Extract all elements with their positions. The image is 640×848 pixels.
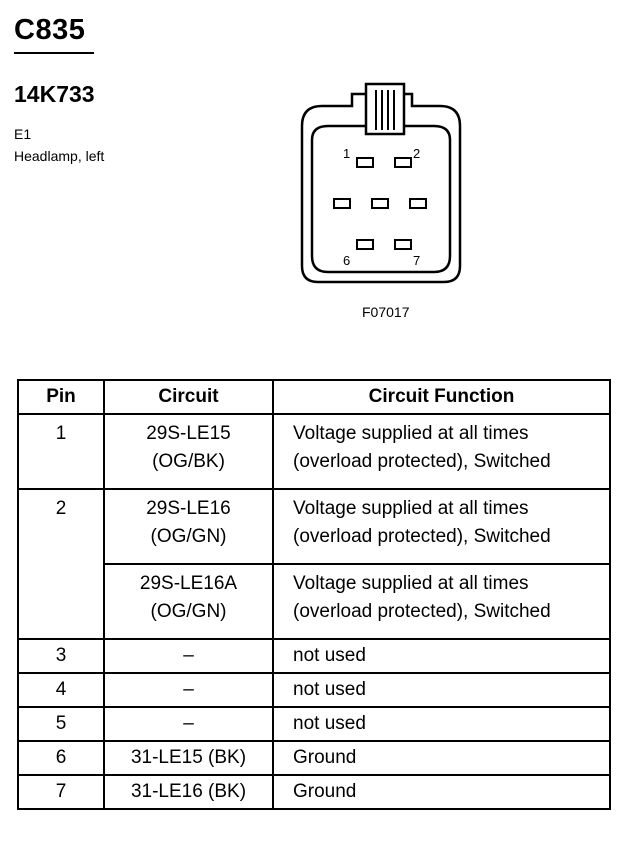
table-row bbox=[18, 775, 610, 809]
pin-cavity-2 bbox=[395, 158, 411, 167]
pinout-table bbox=[17, 379, 611, 810]
connector-title: C835 bbox=[14, 14, 86, 46]
function-cell: not used bbox=[273, 707, 610, 741]
pin-label-1: 1 bbox=[343, 146, 351, 161]
function-line: Voltage supplied at all times bbox=[293, 498, 529, 519]
connector-diagram bbox=[296, 78, 466, 290]
circuit-cell: – bbox=[104, 707, 273, 741]
pin-label-7: 7 bbox=[413, 253, 421, 268]
pin-cell: 3 bbox=[18, 639, 104, 673]
function-cell bbox=[273, 414, 610, 489]
function-line: (overload protected), Switched bbox=[293, 526, 551, 547]
pin-cell: 2 bbox=[18, 489, 104, 639]
wire-color: (OG/GN) bbox=[150, 526, 227, 547]
title-underline bbox=[14, 52, 94, 54]
pin-cavity-1 bbox=[357, 158, 373, 167]
pin-cavity-3 bbox=[334, 199, 350, 208]
header-function: Circuit Function bbox=[273, 380, 610, 414]
pin-cell: 4 bbox=[18, 673, 104, 707]
circuit-id: 29S-LE16A bbox=[139, 573, 238, 594]
circuit-cell: 31-LE16 (BK) bbox=[104, 775, 273, 809]
pin-label-6: 6 bbox=[343, 253, 351, 268]
circuit-id: 29S-LE16 bbox=[146, 498, 231, 519]
part-number: 14K733 bbox=[14, 81, 95, 107]
table-row bbox=[18, 673, 610, 707]
wire-color: (OG/GN) bbox=[150, 601, 227, 622]
function-cell: Ground bbox=[273, 775, 610, 809]
circuit-cell bbox=[104, 489, 273, 564]
function-cell bbox=[273, 489, 610, 564]
circuit-id: 29S-LE15 bbox=[146, 423, 231, 444]
locking-tab bbox=[366, 84, 404, 134]
function-line: Voltage supplied at all times bbox=[293, 423, 529, 444]
pin-cell: 7 bbox=[18, 775, 104, 809]
function-line: Voltage supplied at all times bbox=[293, 573, 529, 594]
table-row bbox=[18, 414, 610, 489]
circuit-cell: – bbox=[104, 639, 273, 673]
circuit-cell: – bbox=[104, 673, 273, 707]
pin-cavity-7 bbox=[395, 240, 411, 249]
header-circuit: Circuit bbox=[104, 380, 273, 414]
pin-cavity-4 bbox=[372, 199, 388, 208]
circuit-cell: 31-LE15 (BK) bbox=[104, 741, 273, 775]
function-line: (overload protected), Switched bbox=[293, 601, 551, 622]
pin-cell: 1 bbox=[18, 414, 104, 489]
table-row bbox=[18, 707, 610, 741]
function-cell: not used bbox=[273, 673, 610, 707]
function-cell: Ground bbox=[273, 741, 610, 775]
pin-label-2: 2 bbox=[413, 146, 421, 161]
circuit-cell bbox=[104, 414, 273, 489]
wire-color: (OG/BK) bbox=[152, 451, 225, 472]
figure-caption: F07017 bbox=[362, 304, 410, 320]
pin-cell: 5 bbox=[18, 707, 104, 741]
header-pin: Pin bbox=[18, 380, 104, 414]
function-cell bbox=[273, 564, 610, 639]
table-row bbox=[18, 489, 610, 564]
location-code: E1 bbox=[14, 126, 32, 142]
circuit-cell bbox=[104, 564, 273, 639]
function-line: (overload protected), Switched bbox=[293, 451, 551, 472]
table-row bbox=[18, 639, 610, 673]
pin-cavity-6 bbox=[357, 240, 373, 249]
table-header-row bbox=[18, 380, 610, 414]
table-row bbox=[18, 564, 610, 639]
pin-cavity-5 bbox=[410, 199, 426, 208]
connector-description: Headlamp, left bbox=[14, 148, 105, 164]
pin-cell: 6 bbox=[18, 741, 104, 775]
table-row bbox=[18, 741, 610, 775]
function-cell: not used bbox=[273, 639, 610, 673]
